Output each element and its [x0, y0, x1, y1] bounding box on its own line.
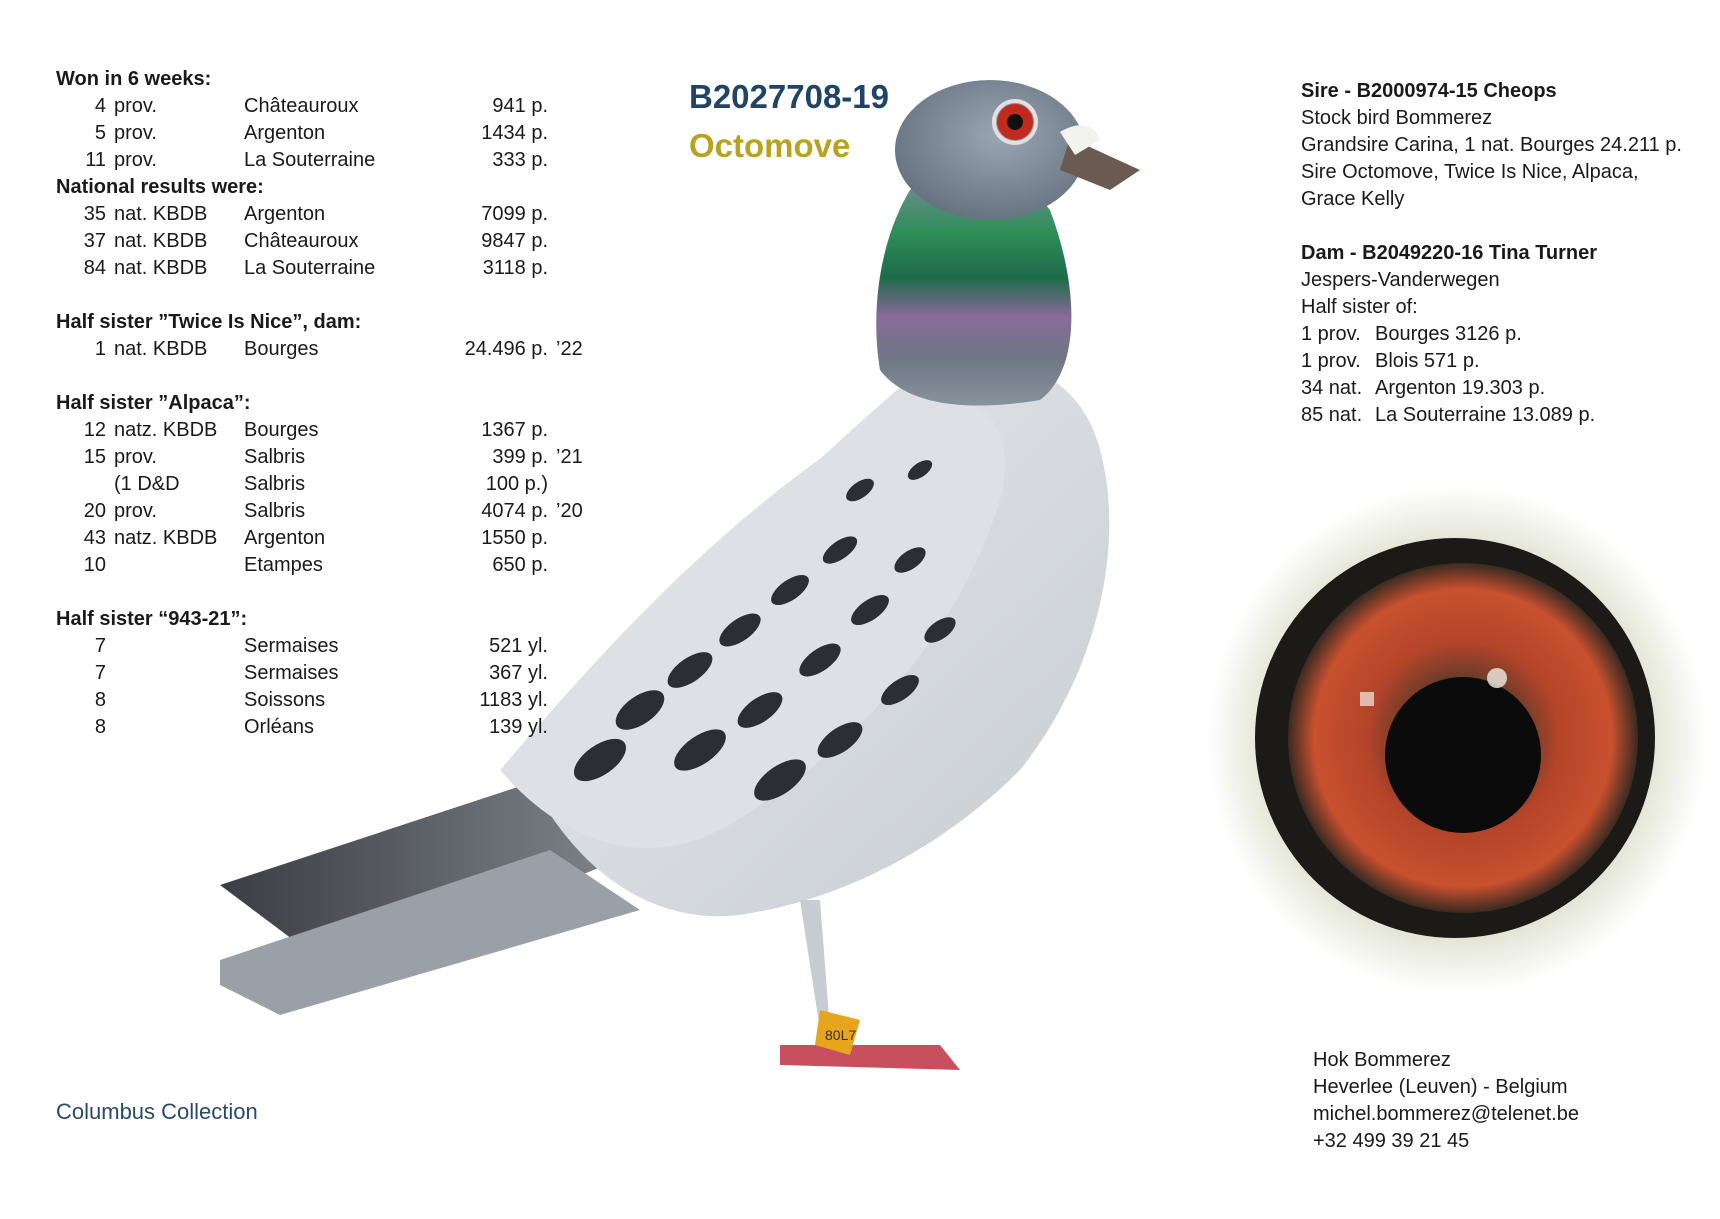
result-position: 20	[83, 500, 106, 522]
result-class: natz. KBDB	[114, 527, 218, 549]
result-row	[56, 228, 576, 255]
result-position: 8	[94, 716, 106, 738]
result-birds: 367 yl.	[489, 662, 548, 684]
result-class: nat. KBDB	[114, 257, 208, 279]
eye-closeup-photo	[1195, 470, 1720, 1010]
result-birds: 4074 p.	[481, 500, 548, 522]
result-row	[56, 336, 583, 363]
results-section-title: Half sister ”Twice Is Nice”, dam:	[56, 311, 362, 333]
results-section-title: Half sister ”Alpaca”:	[56, 392, 251, 414]
result-birds: 941 p.	[492, 95, 548, 117]
result-row	[56, 444, 583, 471]
result-position: 7	[94, 662, 106, 684]
result-row	[56, 525, 576, 552]
result-class: prov.	[114, 149, 157, 171]
result-location: La Souterraine	[244, 257, 376, 279]
bird-name: Octomove	[689, 127, 851, 164]
result-position: 84	[83, 257, 106, 279]
result-birds: 1367 p.	[481, 419, 548, 441]
loft-location: Heverlee (Leuven) - Belgium	[1313, 1076, 1568, 1098]
result-position: 37	[83, 230, 106, 252]
result-class: natz. KBDB	[114, 419, 218, 441]
result-location: Orléans	[244, 716, 315, 738]
results-section-title: Won in 6 weeks:	[56, 68, 212, 90]
result-location: Sermaises	[244, 662, 339, 684]
result-location: Bourges	[244, 419, 319, 441]
result-location: Argenton	[244, 203, 326, 225]
result-row	[56, 93, 576, 120]
result-location: Salbris	[244, 473, 306, 495]
result-location: Soissons	[244, 689, 326, 711]
result-row	[56, 633, 576, 660]
result-birds: 333 p.	[492, 149, 548, 171]
result-location: Salbris	[244, 446, 306, 468]
sire-line: Sire Octomove, Twice Is Nice, Alpaca,	[1301, 161, 1639, 183]
result-position: 43	[83, 527, 106, 549]
results-column	[56, 66, 583, 741]
result-class: prov.	[114, 500, 157, 522]
result-year: ’22	[556, 338, 583, 360]
result-position: 35	[83, 203, 106, 225]
result-row	[56, 552, 576, 579]
result-position: 5	[94, 122, 106, 144]
result-row	[56, 120, 576, 147]
result-position: 11	[85, 149, 106, 171]
loft-name: Hok Bommerez	[1313, 1049, 1451, 1071]
bird-ring-number: B2027708-19	[689, 78, 889, 115]
result-row	[56, 687, 576, 714]
results-section-title: National results were:	[56, 176, 264, 198]
dam-heading: Dam - B2049220-16 Tina Turner	[1301, 242, 1598, 264]
contact-email[interactable]: michel.bommerez@telenet.be	[1313, 1103, 1579, 1125]
result-birds: 521 yl.	[489, 635, 548, 657]
sire-line: Grandsire Carina, 1 nat. Bourges 24.211 p.	[1301, 134, 1682, 156]
dam-result-row: 1 prov. Bourges 3126 p.	[1301, 323, 1522, 345]
result-location: Argenton	[244, 527, 326, 549]
result-location: La Souterraine	[244, 149, 376, 171]
result-location: Châteauroux	[244, 95, 359, 117]
result-birds: 139 yl.	[489, 716, 548, 738]
contact-phone: +32 499 39 21 45	[1313, 1130, 1470, 1152]
sire-line: Stock bird Bommerez	[1301, 107, 1493, 129]
result-class: prov.	[114, 95, 157, 117]
result-location: Sermaises	[244, 635, 339, 657]
result-class: (1 D&D	[114, 473, 180, 495]
result-position: 10	[83, 554, 106, 576]
leg-band-text: 80L7	[825, 1027, 857, 1043]
dam-line: Jespers-Vanderwegen	[1301, 269, 1500, 291]
result-birds: 24.496 p.	[464, 338, 548, 360]
result-class: nat. KBDB	[114, 203, 208, 225]
result-birds: 3118 p.	[482, 257, 548, 279]
result-year: ’21	[556, 446, 583, 468]
result-row	[56, 498, 583, 525]
result-birds: 100 p.)	[485, 473, 548, 495]
result-position: 1	[94, 338, 106, 360]
dam-line: Half sister of:	[1301, 296, 1418, 318]
result-row	[56, 714, 576, 741]
result-row	[56, 471, 576, 498]
result-location: Argenton	[244, 122, 326, 144]
result-birds: 1550 p.	[481, 527, 548, 549]
result-class: nat. KBDB	[114, 230, 208, 252]
result-birds: 650 p.	[492, 554, 548, 576]
result-row	[56, 660, 576, 687]
result-birds: 1434 p.	[481, 122, 548, 144]
dam-result-row: 85 nat. La Souterraine 13.089 p.	[1301, 404, 1596, 426]
result-position: 12	[83, 419, 106, 441]
result-birds: 1183 yl.	[479, 689, 548, 711]
result-class: prov.	[114, 446, 157, 468]
result-row	[56, 201, 576, 228]
dam-result-row: 1 prov. Blois 571 p.	[1301, 350, 1480, 372]
result-class: prov.	[114, 122, 157, 144]
collection-label: Columbus Collection	[56, 1099, 258, 1124]
result-class: nat. KBDB	[114, 338, 208, 360]
result-row	[56, 147, 576, 174]
contact-block	[1313, 1047, 1579, 1155]
result-birds: 399 p.	[492, 446, 548, 468]
result-position: 4	[94, 95, 106, 117]
result-position: 15	[83, 446, 106, 468]
result-row	[56, 417, 576, 444]
result-year: ’20	[556, 500, 583, 522]
result-location: Salbris	[244, 500, 306, 522]
sire-line: Grace Kelly	[1301, 188, 1405, 210]
dam-result-row: 34 nat. Argenton 19.303 p.	[1301, 377, 1546, 399]
result-position: 7	[94, 635, 106, 657]
result-location: Bourges	[244, 338, 319, 360]
result-birds: 7099 p.	[481, 203, 548, 225]
result-location: Etampes	[244, 554, 323, 576]
result-position: 8	[94, 689, 106, 711]
results-section-title: Half sister “943-21”:	[56, 608, 248, 630]
sire-heading: Sire - B2000974-15 Cheops	[1301, 80, 1557, 102]
result-birds: 9847 p.	[481, 230, 548, 252]
pedigree-column	[1301, 78, 1711, 429]
result-row	[56, 255, 576, 282]
result-location: Châteauroux	[244, 230, 359, 252]
